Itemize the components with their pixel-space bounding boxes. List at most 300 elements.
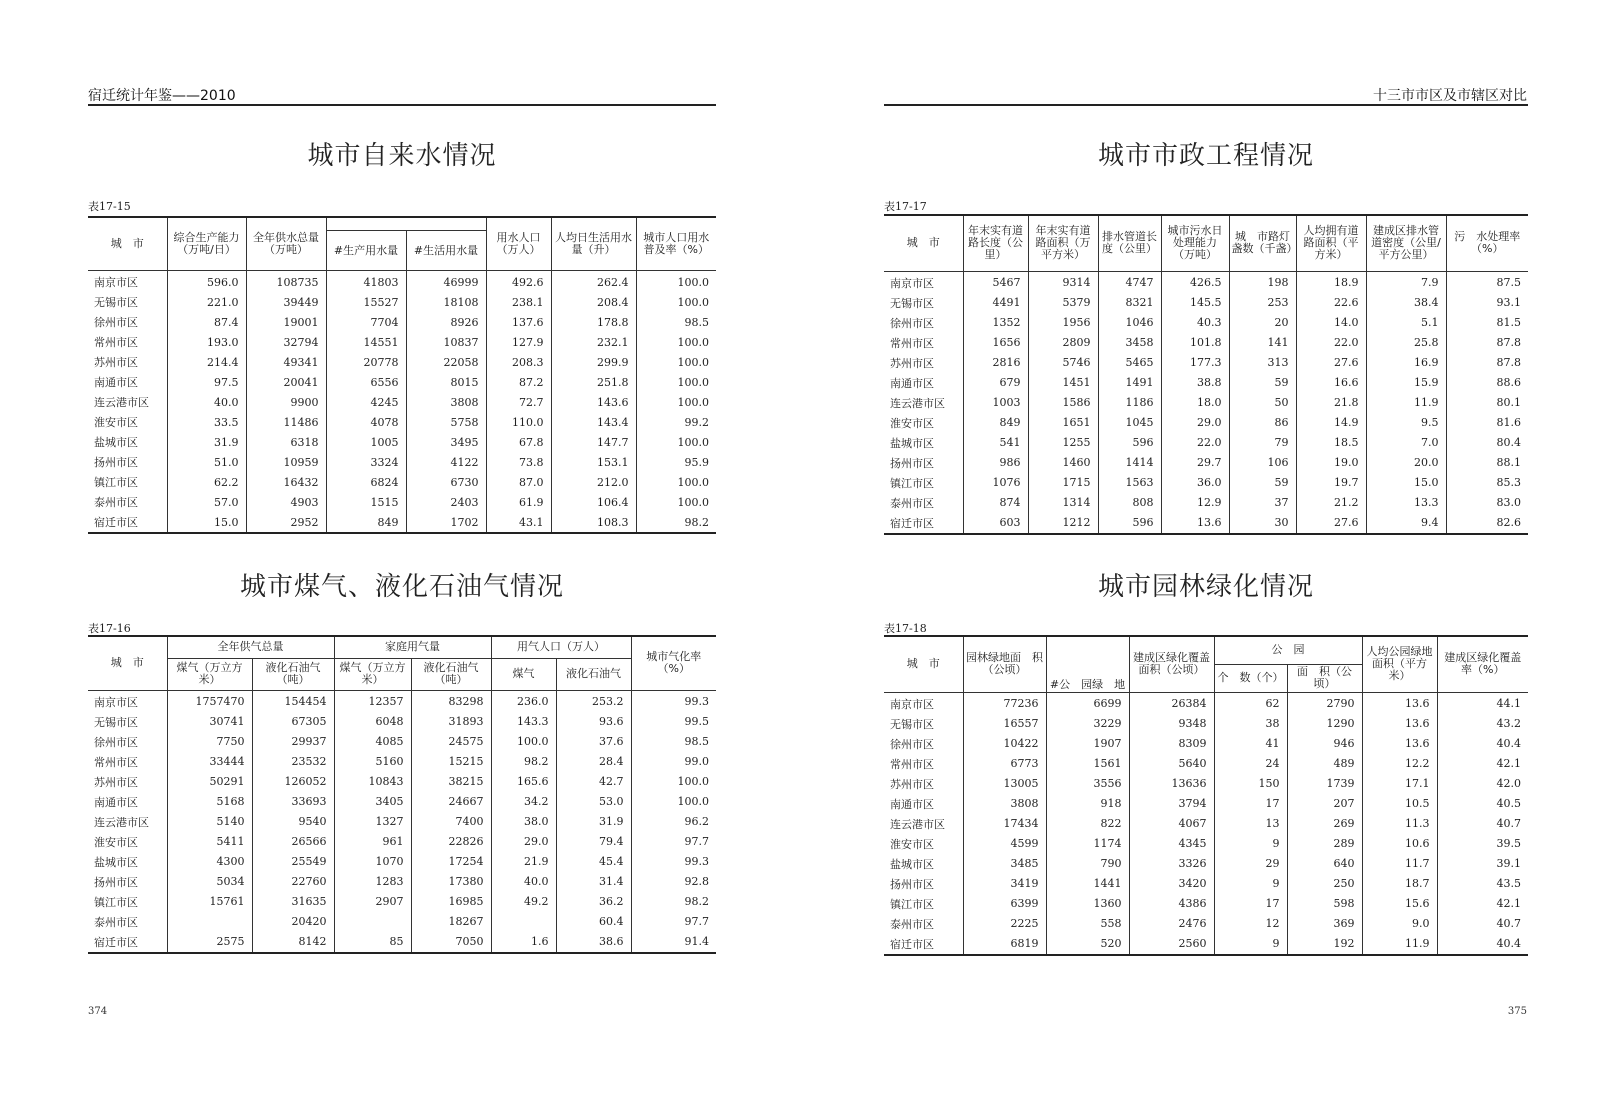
value-cell: 33444 — [167, 752, 252, 772]
table-row — [884, 774, 1528, 794]
value-cell: 251.8 — [551, 372, 636, 392]
value-cell: 86 — [1229, 413, 1296, 433]
value-cell: 20 — [1229, 313, 1296, 333]
value-cell: 87.2 — [486, 372, 551, 392]
value-cell: 1283 — [334, 872, 411, 892]
header-lpg-household: 液化石油气（吨） — [411, 658, 491, 690]
value-cell: 154454 — [252, 690, 334, 712]
value-cell: 1327 — [334, 812, 411, 832]
value-cell: 100.0 — [636, 352, 716, 372]
gas-supply-table — [88, 635, 716, 954]
value-cell: 25549 — [252, 852, 334, 872]
header-coverage: 城市人口用水普及率（%） — [636, 217, 716, 271]
table-row — [88, 312, 716, 332]
header-parks: 公 园 — [1214, 636, 1362, 664]
value-cell: 18.9 — [1296, 271, 1366, 293]
value-cell: 221.0 — [167, 292, 246, 312]
value-cell: 790 — [1046, 854, 1129, 874]
value-cell: 100.0 — [636, 392, 716, 412]
value-cell: 3556 — [1046, 774, 1129, 794]
value-cell: 49.2 — [491, 892, 556, 912]
city-name-cell: 扬州市区 — [890, 456, 934, 470]
value-cell: 13636 — [1129, 774, 1214, 794]
header-park-area: 面 积（公顷） — [1287, 664, 1362, 692]
city-name-cell: 南京市区 — [890, 697, 934, 711]
value-cell: 147.7 — [551, 432, 636, 452]
value-cell: 60.4 — [556, 912, 631, 932]
value-cell: 88.1 — [1446, 453, 1528, 473]
value-cell: 38215 — [411, 772, 491, 792]
value-cell: 99.2 — [636, 412, 716, 432]
value-cell: 39.5 — [1437, 834, 1528, 854]
city-name-cell: 常州市区 — [94, 755, 138, 769]
table-title-water: 城市自来水情况 — [307, 141, 497, 171]
value-cell: 6399 — [963, 894, 1046, 914]
value-cell: 9540 — [252, 812, 334, 832]
header-city: 城 市 — [884, 636, 963, 692]
value-cell: 17254 — [411, 852, 491, 872]
value-cell: 24575 — [411, 732, 491, 752]
table-row — [884, 894, 1528, 914]
value-cell: 29937 — [252, 732, 334, 752]
value-cell: 9900 — [246, 392, 326, 412]
value-cell: 4599 — [963, 834, 1046, 854]
value-cell: 1.6 — [491, 932, 556, 953]
city-name-cell: 镇江市区 — [890, 476, 934, 490]
city-name-cell: 淮安市区 — [94, 416, 138, 429]
value-cell: 3808 — [406, 392, 486, 412]
value-cell: 73.8 — [486, 452, 551, 472]
value-cell: 3419 — [963, 874, 1046, 894]
city-name-cell: 镇江市区 — [890, 897, 934, 911]
value-cell: 18.5 — [1296, 433, 1366, 453]
value-cell: 289 — [1287, 834, 1362, 854]
value-cell: 4386 — [1129, 894, 1214, 914]
value-cell: 849 — [326, 512, 406, 533]
table-title-greening: 城市园林绿化情况 — [1097, 572, 1314, 602]
value-cell: 18267 — [411, 912, 491, 932]
value-cell: 214.4 — [167, 352, 246, 372]
value-cell: 212.0 — [551, 472, 636, 492]
city-name-cell: 镇江市区 — [94, 895, 138, 909]
value-cell: 95.9 — [636, 452, 716, 472]
value-cell: 10843 — [334, 772, 411, 792]
value-cell: 20778 — [326, 352, 406, 372]
value-cell: 31.4 — [556, 872, 631, 892]
value-cell: 2476 — [1129, 914, 1214, 934]
city-name-cell: 泰州市区 — [890, 496, 934, 510]
value-cell: 7400 — [411, 812, 491, 832]
table-number-water: 表17-15 — [88, 200, 131, 213]
value-cell: 82.6 — [1446, 513, 1528, 534]
value-cell: 232.1 — [551, 332, 636, 352]
value-cell: 15.0 — [1366, 473, 1446, 493]
table-row — [88, 712, 716, 732]
value-cell: 137.6 — [486, 312, 551, 332]
value-cell: 67.8 — [486, 432, 551, 452]
value-cell: 53.0 — [556, 792, 631, 812]
value-cell: 40.0 — [491, 872, 556, 892]
table-row — [88, 752, 716, 772]
table-row — [884, 453, 1528, 473]
header-road-area-per-capita: 人均拥有道路面积（平方米） — [1296, 215, 1366, 271]
value-cell: 100.0 — [636, 292, 716, 312]
header-drain-density: 建成区排水管道密度（公里/平方公里） — [1366, 215, 1446, 271]
header-city: 城 市 — [88, 217, 167, 271]
value-cell: 43.1 — [486, 512, 551, 533]
header-production-use: #生产用水量 — [326, 231, 406, 271]
header-gasification-rate: 城市气化率（%） — [631, 636, 716, 690]
running-header-right: 十三市市区及市辖区对比 — [1373, 88, 1527, 104]
value-cell: 98.2 — [636, 512, 716, 533]
table-row — [884, 814, 1528, 834]
header-sewage-capacity: 城市污水日处理能力（万吨） — [1161, 215, 1229, 271]
value-cell: 100.0 — [636, 271, 716, 293]
value-cell: 150 — [1214, 774, 1287, 794]
value-cell: 5140 — [167, 812, 252, 832]
value-cell: 9 — [1214, 834, 1287, 854]
value-cell: 1451 — [1028, 373, 1098, 393]
value-cell: 14551 — [326, 332, 406, 352]
value-cell: 426.5 — [1161, 271, 1229, 293]
value-cell: 369 — [1287, 914, 1362, 934]
value-cell: 26384 — [1129, 692, 1214, 714]
table-row — [884, 513, 1528, 534]
value-cell: 11.3 — [1362, 814, 1437, 834]
value-cell: 5411 — [167, 832, 252, 852]
city-name-cell: 常州市区 — [94, 336, 138, 349]
value-cell: 40.4 — [1437, 934, 1528, 955]
value-cell: 42.1 — [1437, 754, 1528, 774]
municipal-engineering-table — [884, 214, 1528, 535]
value-cell: 100.0 — [631, 792, 716, 812]
table-row — [884, 854, 1528, 874]
city-name-cell: 常州市区 — [890, 757, 934, 771]
city-name-cell: 宿迁市区 — [884, 934, 963, 955]
header-rule-left — [88, 104, 716, 106]
value-cell: 87.0 — [486, 472, 551, 492]
header-total-gas-supply: 全年供气总量 — [167, 636, 334, 658]
value-cell: 596.0 — [167, 271, 246, 293]
value-cell: 79 — [1229, 433, 1296, 453]
city-name-cell: 连云港市区 — [890, 396, 945, 410]
value-cell: 2575 — [167, 932, 252, 953]
value-cell: 30741 — [167, 712, 252, 732]
value-cell: 18.0 — [1161, 393, 1229, 413]
table-row — [88, 892, 716, 912]
value-cell: 40.5 — [1437, 794, 1528, 814]
value-cell: 299.9 — [551, 352, 636, 372]
value-cell: 238.1 — [486, 292, 551, 312]
value-cell: 98.2 — [491, 752, 556, 772]
table-row — [884, 473, 1528, 493]
city-name-cell: 泰州市区 — [94, 915, 138, 929]
value-cell: 28.4 — [556, 752, 631, 772]
table-row — [88, 492, 716, 512]
value-cell: 13005 — [963, 774, 1046, 794]
table-row — [88, 432, 716, 452]
table-row — [884, 313, 1528, 333]
value-cell: 13.6 — [1161, 513, 1229, 534]
value-cell: 1515 — [326, 492, 406, 512]
value-cell: 143.4 — [551, 412, 636, 432]
value-cell: 21.8 — [1296, 393, 1366, 413]
value-cell: 9 — [1214, 934, 1287, 955]
value-cell: 20.0 — [1366, 453, 1446, 473]
city-name-cell: 徐州市区 — [94, 316, 138, 329]
value-cell: 1005 — [326, 432, 406, 452]
city-name-cell: 徐州市区 — [890, 737, 934, 751]
value-cell: 3808 — [963, 794, 1046, 814]
value-cell: 20041 — [246, 372, 326, 392]
value-cell: 1174 — [1046, 834, 1129, 854]
table-row — [884, 934, 1528, 955]
header-treatment-rate: 污 水处理率（%） — [1446, 215, 1528, 271]
value-cell: 3326 — [1129, 854, 1214, 874]
value-cell: 80.4 — [1446, 433, 1528, 453]
table-row — [88, 412, 716, 432]
value-cell: 20420 — [252, 912, 334, 932]
value-cell: 1715 — [1028, 473, 1098, 493]
value-cell: 9.5 — [1366, 413, 1446, 433]
table-row — [88, 792, 716, 812]
header-city: 城 市 — [884, 215, 963, 271]
city-name-cell: 南京市区 — [94, 276, 138, 289]
value-cell: 16985 — [411, 892, 491, 912]
value-cell: 33693 — [252, 792, 334, 812]
value-cell: 27.6 — [1296, 513, 1366, 534]
value-cell: 100.0 — [631, 772, 716, 792]
table-row — [884, 754, 1528, 774]
value-cell: 87.8 — [1446, 333, 1528, 353]
value-cell: 100.0 — [491, 732, 556, 752]
value-cell: 253 — [1229, 293, 1296, 313]
value-cell: 8142 — [252, 932, 334, 953]
table-row — [884, 373, 1528, 393]
value-cell: 93.6 — [556, 712, 631, 732]
city-name-cell: 南通市区 — [890, 376, 934, 390]
city-name-cell: 无锡市区 — [94, 715, 138, 729]
value-cell — [167, 912, 252, 932]
value-cell: 8926 — [406, 312, 486, 332]
table-title-gas: 城市煤气、液化石油气情况 — [239, 572, 564, 602]
value-cell: 36.0 — [1161, 473, 1229, 493]
value-cell: 57.0 — [167, 492, 246, 512]
value-cell: 106 — [1229, 453, 1296, 473]
city-name-cell: 无锡市区 — [94, 296, 138, 309]
value-cell: 17 — [1214, 794, 1287, 814]
value-cell: 80.1 — [1446, 393, 1528, 413]
value-cell: 1651 — [1028, 413, 1098, 433]
value-cell: 492.6 — [486, 271, 551, 293]
value-cell: 1702 — [406, 512, 486, 533]
value-cell: 918 — [1046, 794, 1129, 814]
page-number-left: 374 — [88, 1006, 108, 1017]
value-cell: 1414 — [1098, 453, 1161, 473]
value-cell: 6318 — [246, 432, 326, 452]
table-row — [884, 433, 1528, 453]
value-cell: 33.5 — [167, 412, 246, 432]
value-cell: 13.6 — [1362, 734, 1437, 754]
value-cell: 1491 — [1098, 373, 1161, 393]
value-cell: 177.3 — [1161, 353, 1229, 373]
value-cell: 110.0 — [486, 412, 551, 432]
value-cell: 596 — [1098, 433, 1161, 453]
value-cell: 81.5 — [1446, 313, 1528, 333]
table-row — [88, 832, 716, 852]
city-name-cell: 宿迁市区 — [88, 932, 167, 953]
value-cell: 11.9 — [1366, 393, 1446, 413]
header-total-supply: 全年供水总量（万吨） — [246, 217, 326, 271]
city-name-cell: 宿迁市区 — [88, 512, 167, 533]
value-cell: 1460 — [1028, 453, 1098, 473]
city-name-cell: 淮安市区 — [94, 835, 138, 849]
city-name-cell: 苏州市区 — [890, 777, 934, 791]
value-cell: 17 — [1214, 894, 1287, 914]
value-cell: 44.1 — [1437, 692, 1528, 714]
value-cell: 108.3 — [551, 512, 636, 533]
value-cell: 1352 — [963, 313, 1028, 333]
value-cell: 22058 — [406, 352, 486, 372]
value-cell: 101.8 — [1161, 333, 1229, 353]
city-name-cell: 盐城市区 — [890, 857, 934, 871]
value-cell: 62 — [1214, 692, 1287, 714]
value-cell: 7050 — [411, 932, 491, 953]
value-cell: 7.0 — [1366, 433, 1446, 453]
table-row — [884, 734, 1528, 754]
city-name-cell: 苏州市区 — [890, 356, 934, 370]
value-cell: 262.4 — [551, 271, 636, 293]
value-cell: 38.0 — [491, 812, 556, 832]
value-cell: 4078 — [326, 412, 406, 432]
header-household-gas: 家庭用气量 — [334, 636, 491, 658]
value-cell: 100.0 — [636, 472, 716, 492]
header-lpg-pop: 液化石油气 — [556, 658, 631, 690]
value-cell: 1003 — [963, 393, 1028, 413]
table-row — [884, 271, 1528, 293]
value-cell: 29.0 — [491, 832, 556, 852]
value-cell: 98.2 — [631, 892, 716, 912]
value-cell: 6048 — [334, 712, 411, 732]
value-cell: 1045 — [1098, 413, 1161, 433]
table-row — [884, 493, 1528, 513]
value-cell: 14.9 — [1296, 413, 1366, 433]
city-name-cell: 盐城市区 — [94, 855, 138, 869]
city-name-cell: 徐州市区 — [94, 735, 138, 749]
value-cell: 13.3 — [1366, 493, 1446, 513]
value-cell: 808 — [1098, 493, 1161, 513]
value-cell: 1907 — [1046, 734, 1129, 754]
value-cell: 141 — [1229, 333, 1296, 353]
table-row — [88, 852, 716, 872]
value-cell: 5.1 — [1366, 313, 1446, 333]
value-cell: 986 — [963, 453, 1028, 473]
header-gas-population: 用气人口（万人） — [491, 636, 631, 658]
city-name-cell: 扬州市区 — [94, 456, 138, 469]
value-cell: 34.2 — [491, 792, 556, 812]
greening-table — [884, 635, 1528, 956]
value-cell: 19.0 — [1296, 453, 1366, 473]
city-name-cell: 盐城市区 — [890, 436, 934, 450]
value-cell: 5758 — [406, 412, 486, 432]
value-cell: 85.3 — [1446, 473, 1528, 493]
value-cell: 520 — [1046, 934, 1129, 955]
value-cell: 46999 — [406, 271, 486, 293]
value-cell: 11.9 — [1362, 934, 1437, 955]
value-cell: 193.0 — [167, 332, 246, 352]
value-cell: 4345 — [1129, 834, 1214, 854]
value-cell: 100.0 — [636, 332, 716, 352]
city-name-cell: 连云港市区 — [890, 817, 945, 831]
value-cell: 99.5 — [631, 712, 716, 732]
value-cell: 1314 — [1028, 493, 1098, 513]
value-cell: 250 — [1287, 874, 1362, 894]
value-cell: 236.0 — [491, 690, 556, 712]
value-cell: 640 — [1287, 854, 1362, 874]
value-cell: 29.0 — [1161, 413, 1229, 433]
value-cell: 598 — [1287, 894, 1362, 914]
value-cell: 15.0 — [167, 512, 246, 533]
value-cell: 29 — [1214, 854, 1287, 874]
value-cell: 946 — [1287, 734, 1362, 754]
value-cell: 15215 — [411, 752, 491, 772]
value-cell: 19001 — [246, 312, 326, 332]
value-cell: 153.1 — [551, 452, 636, 472]
value-cell: 5160 — [334, 752, 411, 772]
header-road-area: 年末实有道路面积（万平方米） — [1028, 215, 1098, 271]
value-cell: 72.7 — [486, 392, 551, 412]
header-park-green: #公 园绿 地 — [1046, 636, 1129, 692]
city-name-cell: 泰州市区 — [890, 917, 934, 931]
value-cell: 25.8 — [1366, 333, 1446, 353]
value-cell: 41 — [1214, 734, 1287, 754]
city-name-cell: 苏州市区 — [94, 356, 138, 369]
value-cell: 8309 — [1129, 734, 1214, 754]
value-cell: 8321 — [1098, 293, 1161, 313]
running-header-left: 宿迁统计年鉴——2010 — [88, 88, 236, 104]
value-cell: 6699 — [1046, 692, 1129, 714]
value-cell: 1360 — [1046, 894, 1129, 914]
table-number-gas: 表17-16 — [88, 622, 131, 635]
value-cell: 7750 — [167, 732, 252, 752]
value-cell: 1290 — [1287, 714, 1362, 734]
value-cell: 145.5 — [1161, 293, 1229, 313]
table-row — [884, 794, 1528, 814]
value-cell: 18.7 — [1362, 874, 1437, 894]
header-drain-length: 排水管道长 度（公里） — [1098, 215, 1161, 271]
value-cell: 45.4 — [556, 852, 631, 872]
value-cell: 3794 — [1129, 794, 1214, 814]
city-name-cell: 盐城市区 — [94, 436, 138, 449]
value-cell: 12.9 — [1161, 493, 1229, 513]
value-cell: 62.2 — [167, 472, 246, 492]
table-row — [88, 352, 716, 372]
value-cell: 1757470 — [167, 690, 252, 712]
value-cell: 108735 — [246, 271, 326, 293]
value-cell: 18108 — [406, 292, 486, 312]
value-cell: 79.4 — [556, 832, 631, 852]
value-cell: 3485 — [963, 854, 1046, 874]
header-park-count: 个 数（个） — [1214, 664, 1287, 692]
value-cell: 37.6 — [556, 732, 631, 752]
value-cell: 43.2 — [1437, 714, 1528, 734]
city-name-cell: 扬州市区 — [890, 877, 934, 891]
value-cell: 29.7 — [1161, 453, 1229, 473]
value-cell: 1956 — [1028, 313, 1098, 333]
value-cell: 5168 — [167, 792, 252, 812]
value-cell: 40.7 — [1437, 914, 1528, 934]
value-cell: 26566 — [252, 832, 334, 852]
